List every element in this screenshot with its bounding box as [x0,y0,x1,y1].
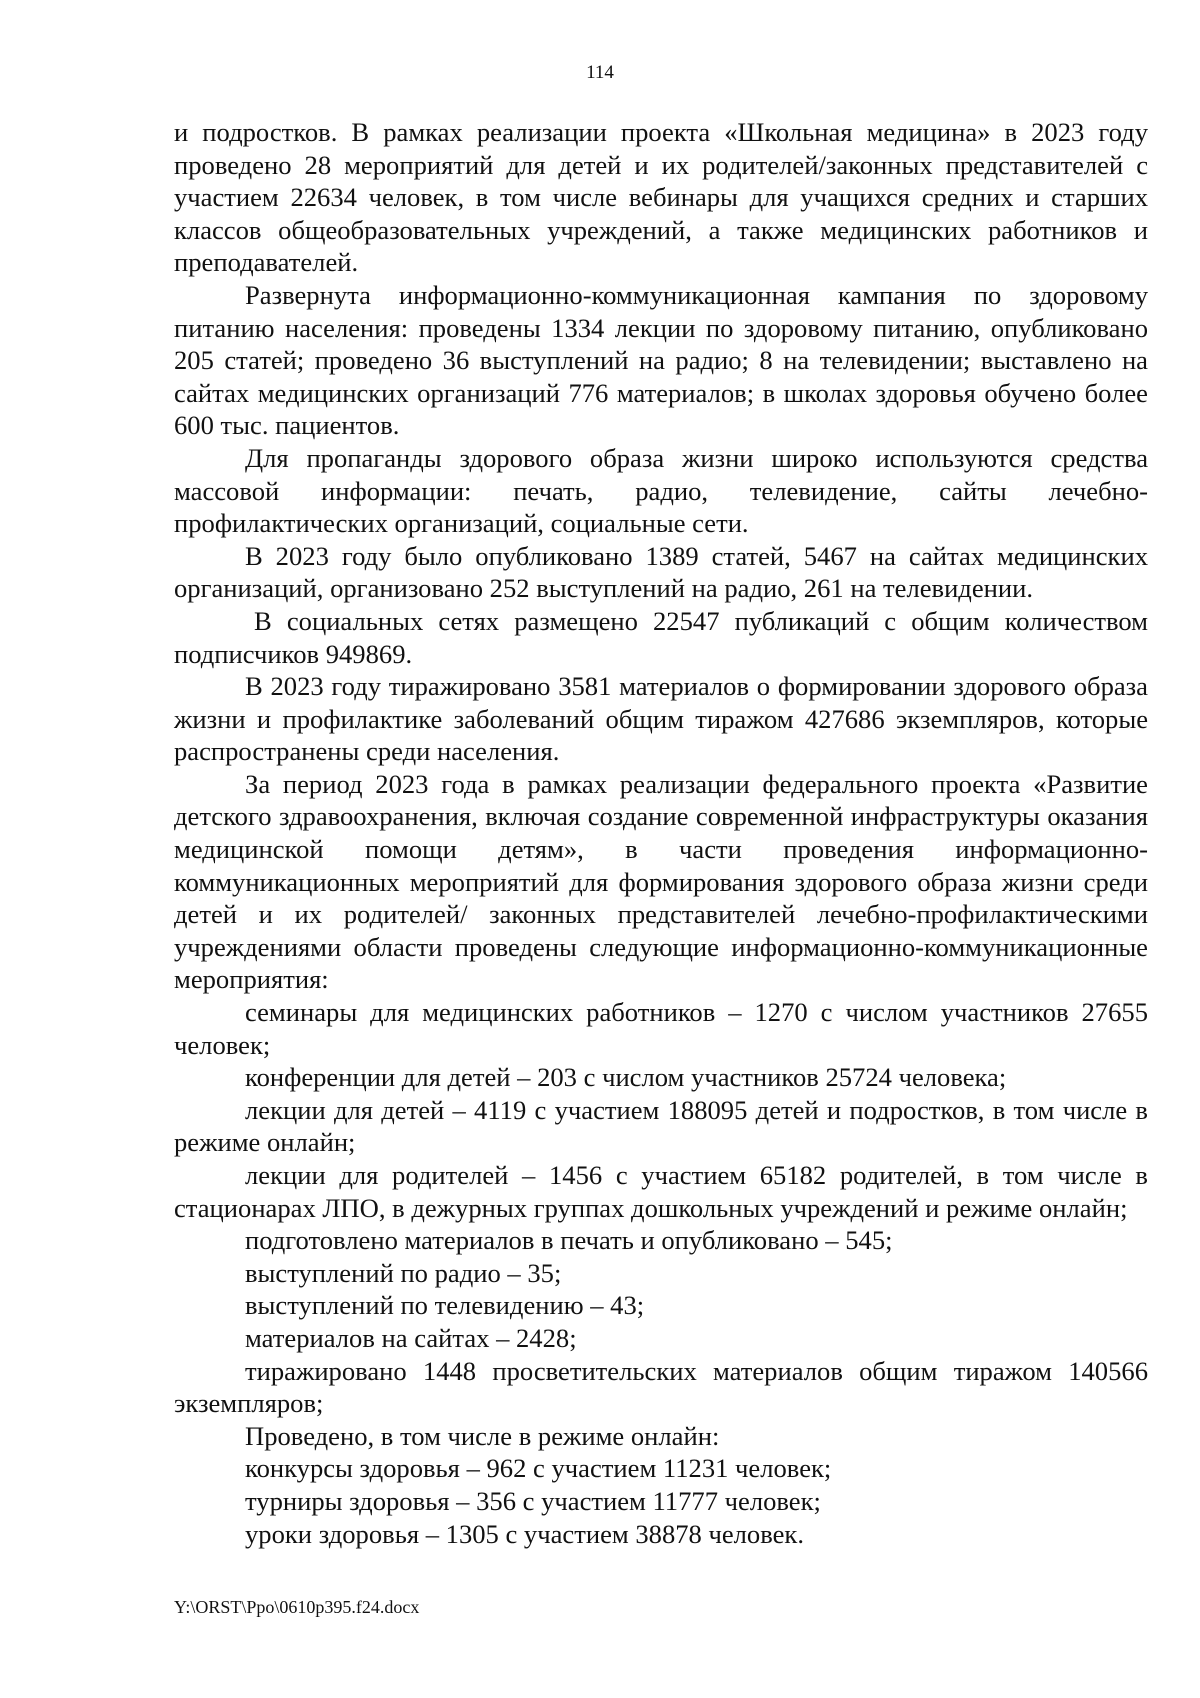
paragraph-federal-project: За период 2023 года в рамках реализации федерального проекта «Развитие детского здравоохранения, включая создание современной инфраструктуры оказания медицинской помощи детям», в части проведения информационно-коммуникационных мероприятий для формирования здорового образа жизни среди детей и их родителей/ законных представителей лечебно-профилактическими учреждениями области проведены следующие информационно-коммуникационные мероприятия: [174,768,1148,995]
footer-file-path: Y:\ORST\Ppo\0610p395.f24.docx [174,1597,420,1617]
paragraph-nutrition-campaign: Развернута информационно-коммуникационная кампания по здоровому питанию населения: проведены 1334 лекции по здоровому питанию, опубликовано 205 статей; проведено 36 выступлений на радио; 8 на телевидении; выставлено на сайтах медицинских организаций 776 материалов; в школах здоровья обучено более 600 тыс. пациентов. [174,279,1148,441]
list-item-conferences: конференции для детей – 203 с числом участников 25724 человека; [245,1062,1007,1093]
list-item-conducted-online: Проведено, в том числе в режиме онлайн: [245,1420,720,1451]
paragraph-printed-materials: В 2023 году тиражировано 3581 материалов о формировании здорового образа жизни и профилактике заболеваний общим тиражом 427686 экземпляров, которые распространены среди населения. [174,671,1148,767]
list-item-lectures-parents: лекции для родителей – 1456 с участием 65182 родителей, в том числе в стационарах ЛПО, в дежурных группах дошкольных учреждений и режиме онлайн; [174,1160,1148,1223]
list-item-television: выступлений по телевидению – 43; [245,1290,645,1321]
page-number: 114 [586,62,614,83]
list-item-lectures-children: лекции для детей – 4119 с участием 188095 детей и подростков, в том числе в режиме онлайн; [174,1094,1148,1158]
list-item-seminars: семинары для медицинских работников – 1270 с числом участников 27655 человек; [174,997,1148,1060]
list-item-health-lessons: уроки здоровья – 1305 с участием 38878 человек. [245,1518,805,1549]
list-item-websites: материалов на сайтах – 2428; [245,1322,577,1353]
list-item-health-contests: конкурсы здоровья – 962 с участием 11231 человек; [245,1453,832,1484]
paragraph-publications-2023: В 2023 году было опубликовано 1389 статей, 5467 на сайтах медицинских организаций, организовано 252 выступлений на радио, 261 на телевидении. [174,540,1148,604]
list-item-radio: выступлений по радио – 35; [245,1257,562,1288]
paragraph-school-medicine: и подростков. В рамках реализации проекта «Школьная медицина» в 2023 году проведено 28 мероприятий для детей и их родителей/законных представителей с участием 22634 человек, в том числе вебинары для учащихся средних и старших классов общеобразовательных учреждений, а также медицинских работников и преподавателей. [174,117,1148,278]
document-body [174,116,1148,1550]
paragraph-mass-media: Для пропаганды здорового образа жизни широко используются средства массовой информации: печать, радио, телевидение, сайты лечебно-профилактических организаций, социальные сети. [174,442,1148,539]
list-item-print-materials: подготовлено материалов в печать и опубликовано – 545; [245,1225,893,1256]
list-item-health-tournaments: турниры здоровья – 356 с участием 11777 человек; [245,1485,821,1516]
list-item-replicated-materials: тиражировано 1448 просветительских материалов общим тиражом 140566 экземпляров; [174,1355,1148,1419]
paragraph-social-networks: В социальных сетях размещено 22547 публикаций с общим количеством подписчиков 949869. [174,605,1148,669]
